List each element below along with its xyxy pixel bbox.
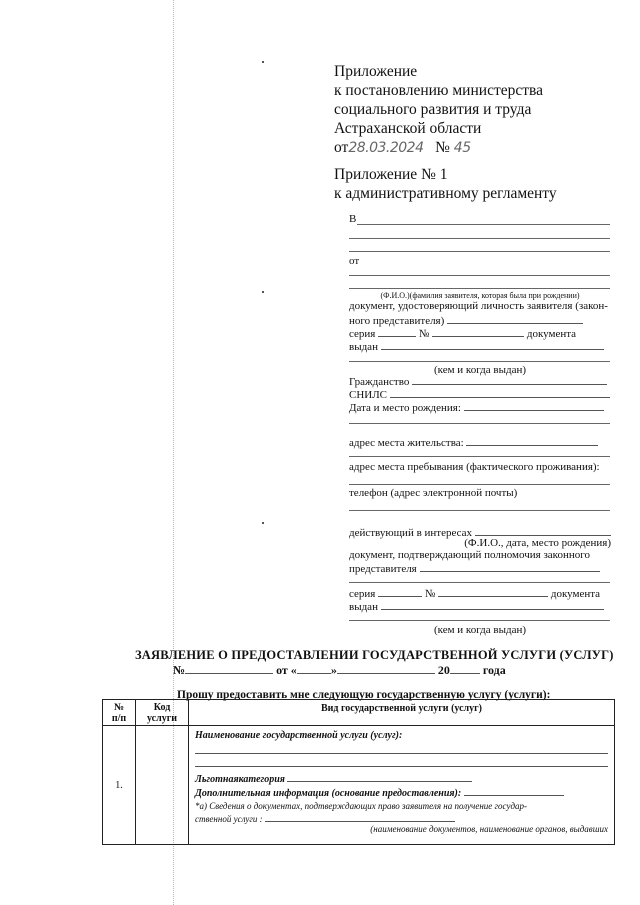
statement-number-fill bbox=[185, 663, 273, 674]
authority-line-blank bbox=[349, 582, 610, 583]
to-line bbox=[357, 224, 610, 225]
handwritten-date: 28.03.2024 bbox=[348, 140, 424, 156]
stay-label: адрес места пребывания (фактического проживания): bbox=[349, 461, 600, 473]
phone-line bbox=[349, 510, 610, 511]
to-line bbox=[349, 251, 610, 252]
issued2-caption: (кем и когда выдан) bbox=[433, 624, 527, 636]
issued-caption: (кем и когда выдан) bbox=[433, 364, 527, 376]
statement-number-row bbox=[173, 663, 593, 678]
statement-month-fill bbox=[337, 663, 435, 674]
series-row bbox=[349, 326, 611, 340]
appendix-1-heading bbox=[334, 165, 557, 203]
citizenship-label: Гражданство bbox=[349, 376, 410, 388]
statement-year-suffix: года bbox=[482, 663, 506, 677]
number-fill bbox=[432, 326, 524, 337]
snils-label: СНИЛС bbox=[349, 389, 388, 401]
statement-quote-close: » bbox=[330, 663, 337, 677]
col-header-number-2: п/п bbox=[111, 712, 127, 724]
statement-year-prefix: 20 bbox=[437, 663, 450, 677]
stay-line bbox=[349, 484, 610, 485]
number-prefix: № bbox=[435, 139, 450, 156]
doc-line: документ, удостоверяющий личность заявителя (закон- bbox=[349, 300, 608, 312]
series2-label: серия bbox=[349, 588, 376, 600]
statement-number-label: № bbox=[173, 663, 186, 677]
residence-fill bbox=[466, 435, 598, 446]
issued2-fill bbox=[381, 599, 604, 610]
authority-line: документ, подтверждающий полномочия законного bbox=[349, 549, 590, 561]
scan-speck bbox=[262, 291, 264, 293]
residence-line bbox=[349, 456, 610, 457]
doc-line-2: ного представителя) bbox=[349, 315, 445, 327]
appendix-line: Приложение bbox=[334, 63, 418, 80]
request-text: Прошу предоставить мне следующую государственную услугу (услуги): bbox=[177, 689, 551, 701]
document-label: документа bbox=[526, 328, 577, 340]
row-number-cell bbox=[103, 726, 136, 845]
statement-year-fill bbox=[450, 663, 480, 674]
issued-line bbox=[349, 361, 610, 362]
statement-day-fill bbox=[297, 663, 331, 674]
col-header-number bbox=[103, 700, 136, 726]
number2-fill bbox=[438, 586, 548, 597]
service-name-line bbox=[195, 741, 608, 754]
appendix-line: Астраханской области bbox=[334, 120, 482, 137]
birth-fill bbox=[464, 400, 604, 411]
appendix-line: социального развития и труда bbox=[334, 101, 532, 118]
to-label: В bbox=[349, 213, 357, 225]
citizenship-fill bbox=[412, 374, 607, 385]
issued-label: выдан bbox=[349, 341, 378, 353]
col-header-type: Вид государственной услуги (услуг) bbox=[189, 700, 615, 726]
extra-info-label: Дополнительная информация (основание предоставления): bbox=[195, 788, 462, 799]
row-code-cell bbox=[136, 726, 189, 845]
extra-info-row bbox=[195, 785, 608, 799]
statement-title: ЗАЯВЛЕНИЕ О ПРЕДОСТАВЛЕНИИ ГОСУДАРСТВЕННОЙ УСЛУГИ (УСЛУГ) bbox=[135, 648, 614, 662]
row-number: 1. bbox=[115, 779, 123, 791]
table-header-row bbox=[103, 700, 615, 726]
residence-row bbox=[349, 435, 611, 449]
service-name-label: Наименование государственной услуги (услуг): bbox=[195, 730, 403, 741]
appendix-1-line: Приложение № 1 bbox=[334, 166, 448, 183]
scan-speck bbox=[262, 61, 264, 63]
issued-row bbox=[349, 339, 611, 353]
category-label: Льготнаякатегория bbox=[195, 774, 285, 785]
issued-fill bbox=[381, 339, 604, 350]
document2-label: документа bbox=[550, 588, 601, 600]
docs-fill bbox=[265, 811, 455, 822]
snils-row bbox=[349, 387, 611, 401]
acting-fill bbox=[475, 525, 611, 536]
birth-row bbox=[349, 400, 611, 414]
doc-line bbox=[349, 313, 611, 327]
date-prefix: от bbox=[334, 139, 349, 156]
authority-fill bbox=[420, 561, 600, 572]
docs-row bbox=[195, 811, 608, 824]
from-line bbox=[349, 275, 610, 276]
services-table bbox=[102, 699, 615, 845]
snils-fill bbox=[390, 387, 610, 398]
category-fill bbox=[287, 771, 472, 782]
series2-fill bbox=[378, 586, 422, 597]
acting-label: действующий в интересах bbox=[349, 527, 473, 539]
acting-caption: (Ф.И.О., дата, место рождения) bbox=[464, 537, 611, 549]
col-header-number-1: № bbox=[113, 701, 125, 713]
appendix-heading bbox=[334, 62, 543, 158]
series-fill bbox=[378, 326, 416, 337]
residence-label: адрес места жительства: bbox=[349, 437, 464, 449]
issued2-row bbox=[349, 599, 611, 613]
citizenship-row bbox=[349, 374, 611, 388]
extra-info-fill bbox=[464, 785, 564, 796]
col-header-code-2: услуги bbox=[146, 712, 178, 724]
from-label: от bbox=[349, 255, 360, 267]
scan-speck bbox=[262, 522, 264, 524]
authority-row bbox=[349, 561, 611, 575]
table-row bbox=[103, 726, 615, 845]
appendix-1-line: к административному регламенту bbox=[334, 185, 557, 202]
issued2-line bbox=[349, 620, 610, 621]
col-header-code-1: Код bbox=[153, 701, 171, 713]
authority-line-2: представителя bbox=[349, 563, 417, 575]
number-label: № bbox=[418, 328, 430, 340]
from-line bbox=[349, 288, 610, 289]
series-label: серия bbox=[349, 328, 376, 340]
col-header-code bbox=[136, 700, 189, 726]
docs-caption: (наименование документов, наименование органов, выдавших bbox=[370, 824, 608, 834]
service-name-line bbox=[195, 754, 608, 767]
phone-label: телефон (адрес электронной почты) bbox=[349, 487, 518, 499]
appendix-line: к постановлению министерства bbox=[334, 82, 544, 99]
to-line bbox=[349, 238, 610, 239]
doc-fill bbox=[447, 313, 583, 324]
issued2-label: выдан bbox=[349, 601, 378, 613]
number2-label: № bbox=[424, 588, 436, 600]
series2-row bbox=[349, 586, 611, 600]
fio-caption: (Ф.И.О.)(фамилия заявителя, которая была при рождении) bbox=[380, 291, 580, 300]
birth-line bbox=[349, 423, 610, 424]
birth-label: Дата и место рождения: bbox=[349, 402, 461, 414]
handwritten-number: 45 bbox=[453, 140, 471, 156]
category-row bbox=[195, 771, 608, 785]
statement-from-label: от « bbox=[276, 663, 297, 677]
docs-line-2: ственной услуги : bbox=[195, 814, 263, 824]
row-type-cell bbox=[189, 726, 615, 845]
date-number-line bbox=[334, 138, 543, 158]
docs-line: *а) Сведения о документах, подтверждающих право заявителя на получение государ- bbox=[195, 801, 528, 811]
